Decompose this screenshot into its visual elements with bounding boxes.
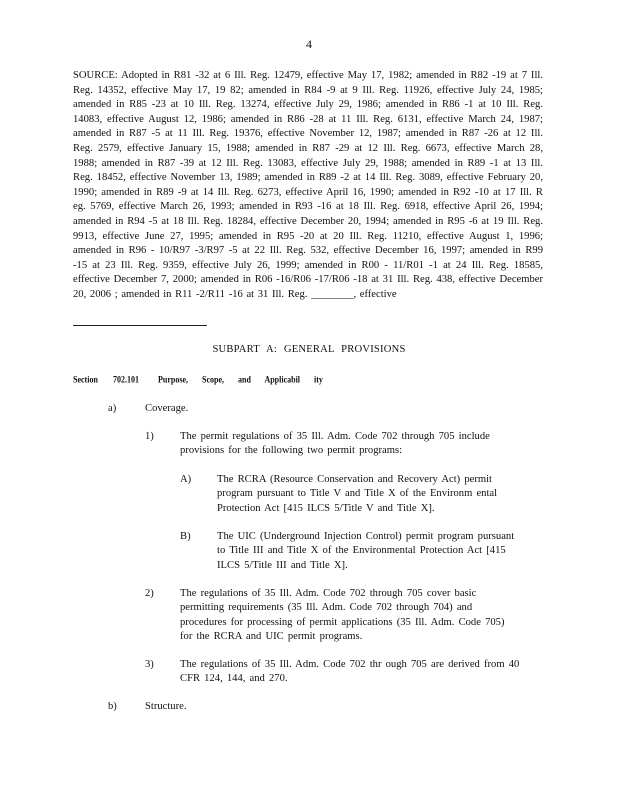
item-b-text: Structure. [145, 701, 187, 712]
item-b-label: b) [108, 701, 117, 712]
item-a1-B-label: B) [180, 531, 191, 542]
section-title: Purpose, Scope, and Applicabil ity [158, 374, 323, 385]
item-a-label: a) [108, 403, 117, 414]
item-a1-A-text: The RCRA (Resource Conservation and Recovery Act) permit program pursuant to Title V and Title X of the Environm ental Protection Act [415 ILCS 5/Title V and Title X]. [217, 474, 498, 514]
item-a2-label: 2) [145, 588, 154, 599]
subpart-heading: SUBPART A: GENERAL PROVISIONS [212, 344, 406, 355]
source-note: SOURCE: Adopted in R81 -32 at 6 Ill. Reg. 12479, effective May 17, 1982; amended in R82 -19 at 7 Ill. Reg. 14352, effective May 17, 19 82; amended in R84 -9 at 9 Ill. Reg. 11926, effective July 24, 1985; amended in R85 -23 at 10 Ill. Reg. 13274, effective July 29, 1986; amended in R86 -1 at 10 Ill. Reg. 14083, effective August 12, 1986; amended in R86 -28 at 11 Ill. Reg. 6131, effective March 24, 1987; amended in R87 -5 at 11 Ill. Reg. 19376, effective November 12, 1987; amended in R87 -26 at 12 Ill. Reg. 2579, effective January 15, 1988; amended in R87 -29 at 12 Ill. Reg. 6673, effective March 28, 1988; amended in R87 -39 at 12 Ill. Reg. 13083, effective July 29, 1988; amended in R89 -1 at 13 Ill. Reg. 18452, effective November 13, 1989; amended in R89 -2 at 14 Ill. Reg. 3089, effective February 20, 1990; amended in R89 -9 at 14 Ill. Reg. 6273, effective April 16, 1990; amended in R92 -10 at 17 Ill. R eg. 5769, effective March 26, 1993; amended in R93 -16 at 18 Ill. Reg. 6918, effective April 26, 1994; amended in R94 -5 at 18 Ill. Reg. 18284, effective December 20, 1994; amended in R95 -6 at 19 Ill. Reg. 9913, effective June 27, 1995; amended in R95 -20 at 20 Ill. Reg. 11210, effective August 1, 1996; amended in R96 - 10/R97 -3/R97 -5 at 22 Ill. Reg. 532, effective December 16, 1997; amended in R99 -15 at 23 Ill. Reg. 9359, effective July 26, 1999; amended in R00 - 11/R01 -1 at 24 Ill. Reg. 18585, effective December 7, 2000; amended in R06 -16/R06 -17/R06 -18 at 31 Ill. Reg. 438, effective December 20, 2006 ; amended in R11 -2/R11 -16 at 31 Ill. Reg. ________, effective [73, 70, 543, 300]
item-a1-label: 1) [145, 431, 154, 442]
item-a-text: Coverage. [145, 403, 189, 414]
item-a3-label: 3) [145, 659, 154, 670]
section-label: Section [73, 374, 98, 385]
page-number: 4 [306, 37, 312, 51]
section-heading [73, 374, 323, 385]
item-a1-text: The permit regulations of 35 Ill. Adm. Code 702 through 705 include provisions for the following two permit programs: [180, 431, 490, 457]
item-a1-A-label: A) [180, 474, 192, 485]
divider-rule [73, 325, 207, 326]
section-number: 702.101 [113, 374, 139, 385]
item-a2-text: The regulations of 35 Ill. Adm. Code 702 through 705 cover basic permitting requirements (35 Ill. Adm. Code 702 through 704) and procedures for processing of permit applications (35 Ill. Adm. Code 705) for the RCRA and UIC permit programs. [180, 588, 505, 643]
item-a1-B-text: The UIC (Underground Injection Control) permit program pursuant to Title III and Title X of the Environmental Protection Act [415 ILCS 5/Title III and Title X]. [217, 531, 515, 571]
item-a3-text: The regulations of 35 Ill. Adm. Code 702 thr ough 705 are derived from 40 CFR 124, 144, and 270. [180, 659, 520, 685]
